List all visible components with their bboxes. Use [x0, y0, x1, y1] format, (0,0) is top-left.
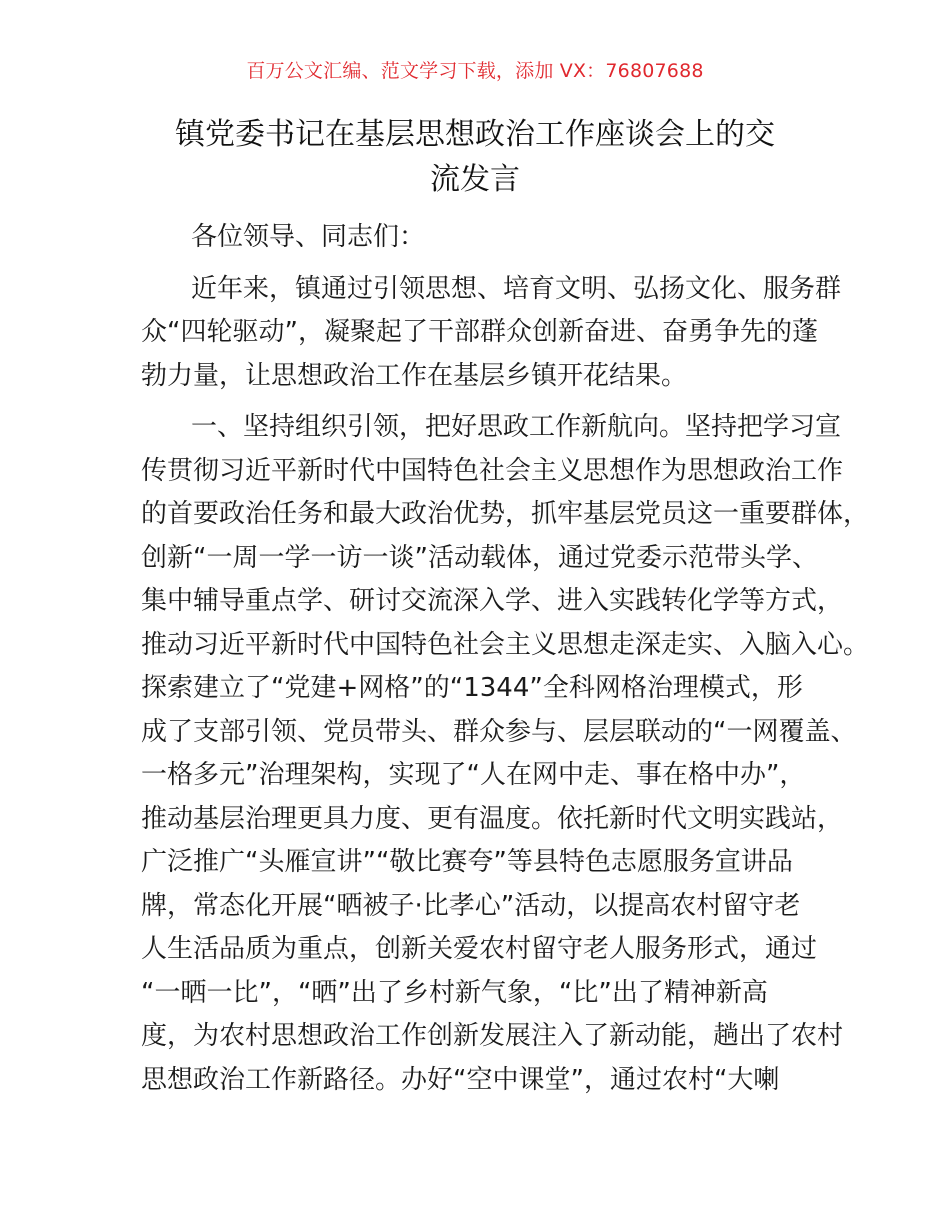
- text-line: 集中辅导重点学、研讨交流深入学、进入实践转化学等方式，: [141, 586, 844, 616]
- page-title: [140, 112, 810, 202]
- text-line: 一格多元”治理架构，实现了“人在网中走、事在格中办”，: [141, 760, 806, 790]
- watermark-banner: 百万公文汇编、范文学习下载，添加 VX：76807688: [246, 60, 704, 82]
- paragraph-intro: [141, 268, 841, 399]
- text-line: 思想政治工作新路径。办好“空中课堂”，通过农村“大喇: [141, 1064, 780, 1095]
- text-line: 探索建立了“党建+网格”的“1344”全科网格治理模式，形: [141, 673, 803, 703]
- paragraph-section-1: [141, 406, 870, 1102]
- text-line: 推动习近平新时代中国特色社会主义思想走深走实、入脑入心。: [141, 629, 870, 660]
- text-line: 传贯彻习近平新时代中国特色社会主义思想作为思想政治工作: [141, 455, 844, 486]
- text-line: 广泛推广“头雁宣讲”“敬比赛夸”等县特色志愿服务宣讲品: [141, 847, 793, 877]
- text-line: 创新“一周一学一访一谈”活动载体，通过党委示范带头学、: [141, 542, 818, 573]
- document-body: [141, 216, 870, 1110]
- text-line: 众“四轮驱动”，凝聚起了干部群众创新奋进、奋勇争先的蓬: [141, 317, 818, 347]
- text-line: “一晒一比”，“晒”出了乡村新气象，“比”出了精神新高: [141, 977, 768, 1008]
- text-line: 一、坚持组织引领，把好思政工作新航向。坚持把学习宣: [191, 412, 842, 442]
- text-line: 度，为农村思想政治工作创新发展注入了新动能，趟出了农村: [141, 1021, 844, 1051]
- text-line: 成了支部引领、党员带头、群众参与、层层联动的“一网覆盖、: [141, 716, 857, 747]
- text-line: 人生活品质为重点，创新关爱农村留守老人服务形式，通过: [141, 934, 818, 964]
- text-line: 牌，常态化开展“晒被子·比孝心”活动，以提高农村留守老: [141, 890, 801, 921]
- title-line: 镇党委书记在基层思想政治工作座谈会上的交: [175, 117, 775, 152]
- greeting: 各位领导、同志们：: [191, 222, 426, 252]
- text-line: 推动基层治理更具力度、更有温度。依托新时代文明实践站，: [141, 803, 844, 834]
- text-line: 的首要政治任务和最大政治优势，抓牢基层党员这一重要群体，: [141, 499, 870, 529]
- text-line: 近年来，镇通过引领思想、培育文明、弘扬文化、服务群: [191, 273, 842, 304]
- text-line: 勃力量，让思想政治工作在基层乡镇开花结果。: [141, 360, 688, 391]
- title-line: 流发言: [430, 162, 520, 197]
- greeting-paragraph: [141, 216, 841, 260]
